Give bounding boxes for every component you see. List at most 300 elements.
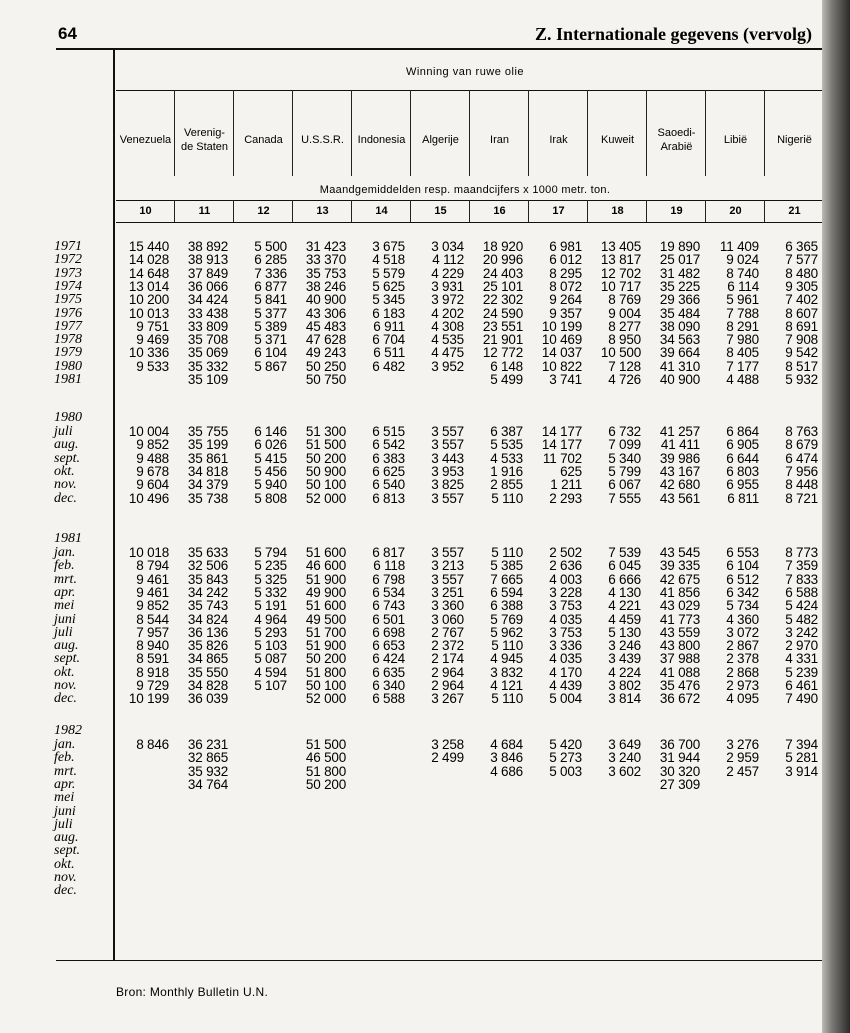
table-cell: 4 095 bbox=[726, 691, 759, 707]
table-cell: 4 459 bbox=[608, 611, 641, 627]
table-cell: 5 003 bbox=[549, 763, 582, 779]
table-cell: 5 456 bbox=[254, 463, 287, 479]
column-number: 18 bbox=[611, 205, 624, 217]
table-cell: 10 469 bbox=[541, 332, 582, 348]
table-cell: 4 535 bbox=[431, 332, 464, 348]
units-note: Maandgemiddelden resp. maandcijfers x 1000 metr. ton. bbox=[319, 184, 611, 196]
table-cell: 5 794 bbox=[254, 545, 287, 560]
table-cell: 6 045 bbox=[608, 558, 641, 574]
country-header: Venezuela bbox=[119, 134, 172, 146]
table-cell: 3 825 bbox=[431, 477, 464, 493]
table-cell: 8 740 bbox=[726, 265, 759, 281]
table-cell: 6 383 bbox=[372, 450, 405, 466]
table-cell: 41 773 bbox=[659, 611, 700, 627]
table-cell: 7 099 bbox=[608, 437, 641, 453]
table-cell: 36 136 bbox=[187, 624, 228, 640]
table-cell: 6 553 bbox=[726, 545, 759, 560]
table-cell: 35 932 bbox=[187, 763, 228, 779]
table-cell: 9 461 bbox=[136, 584, 169, 600]
table-cell: 4 475 bbox=[431, 345, 464, 361]
table-cell: 50 250 bbox=[305, 358, 346, 374]
row-label: 1978 bbox=[54, 332, 82, 348]
table-cell: 6 067 bbox=[608, 477, 641, 493]
table-cell: 45 483 bbox=[305, 318, 346, 334]
table-cell: 49 243 bbox=[305, 345, 346, 361]
table-cell: 35 861 bbox=[187, 450, 228, 466]
table-cell: 9 461 bbox=[136, 571, 169, 587]
table-cell: 14 177 bbox=[541, 437, 582, 453]
table-cell: 27 309 bbox=[659, 776, 700, 792]
table-cell: 7 788 bbox=[726, 305, 759, 321]
table-cell: 3 213 bbox=[431, 558, 464, 574]
row-label: 1976 bbox=[54, 305, 82, 321]
table-cell: 34 818 bbox=[187, 463, 228, 479]
table-cell: 7 394 bbox=[785, 737, 818, 752]
table-cell: 3 675 bbox=[372, 239, 405, 254]
table-cell: 46 500 bbox=[305, 750, 346, 766]
country-header: Kuweit bbox=[600, 134, 635, 146]
table-cell: 2 499 bbox=[431, 750, 464, 766]
table-cell: 38 246 bbox=[305, 278, 346, 294]
table-cell: 9 357 bbox=[549, 305, 582, 321]
table-cell: 6 388 bbox=[490, 598, 523, 614]
table-cell: 6 704 bbox=[372, 332, 405, 348]
table-cell: 22 302 bbox=[482, 292, 523, 308]
table-cell: 10 500 bbox=[600, 345, 641, 361]
table-cell: 51 500 bbox=[305, 437, 346, 453]
table-cell: 5 110 bbox=[491, 638, 523, 654]
table-cell: 9 533 bbox=[136, 358, 169, 374]
table-cell: 4 360 bbox=[726, 611, 759, 627]
row-label: 1979 bbox=[54, 345, 82, 361]
row-label: feb. bbox=[54, 750, 75, 766]
table-cell: 4 202 bbox=[431, 305, 464, 321]
table-cell: 5 110 bbox=[491, 545, 523, 560]
row-label: apr. bbox=[54, 584, 76, 600]
table-cell: 40 900 bbox=[305, 292, 346, 308]
stub-divider bbox=[113, 50, 115, 960]
row-label: nov. bbox=[54, 870, 77, 885]
table-cell: 5 371 bbox=[254, 332, 287, 348]
table-cell: 6 803 bbox=[726, 463, 759, 479]
table-cell: 52 000 bbox=[305, 490, 346, 506]
table-cell: 10 496 bbox=[128, 490, 169, 506]
table-cell: 5 424 bbox=[785, 598, 818, 614]
table-cell: 6 118 bbox=[373, 558, 405, 574]
table-cell: 33 370 bbox=[305, 252, 346, 268]
table-cell: 4 035 bbox=[549, 651, 582, 667]
table-cell: 6 482 bbox=[372, 358, 405, 374]
table-cell: 13 014 bbox=[128, 278, 169, 294]
table-cell: 6 981 bbox=[549, 239, 582, 254]
book-edge bbox=[822, 0, 850, 1033]
table-cell: 10 199 bbox=[541, 318, 582, 334]
row-label: jan. bbox=[54, 545, 76, 560]
table-cell: 8 480 bbox=[785, 265, 818, 281]
row-label: okt. bbox=[54, 664, 75, 680]
table-cell: 6 955 bbox=[726, 477, 759, 493]
table-cell: 34 764 bbox=[187, 776, 228, 792]
table-cell: 6 798 bbox=[372, 571, 405, 587]
table-cell: 3 251 bbox=[431, 584, 464, 600]
country-header: Libië bbox=[723, 134, 748, 146]
table-cell: 43 545 bbox=[659, 545, 700, 560]
table-cell: 10 822 bbox=[541, 358, 582, 374]
column-number: 20 bbox=[729, 205, 742, 217]
table-cell: 4 533 bbox=[490, 450, 523, 466]
table-cell: 3 953 bbox=[431, 463, 464, 479]
table-cell: 2 964 bbox=[431, 678, 464, 693]
table-cell: 3 360 bbox=[431, 598, 464, 614]
table-cell: 4 331 bbox=[785, 651, 818, 667]
table-cell: 33 809 bbox=[187, 318, 228, 334]
table-cell: 34 424 bbox=[187, 292, 228, 308]
table-cell: 3 336 bbox=[549, 638, 582, 654]
table-cell: 9 264 bbox=[549, 292, 582, 308]
table-cell: 31 944 bbox=[659, 750, 700, 766]
table-cell: 13 817 bbox=[600, 252, 641, 268]
table-cell: 41 411 bbox=[660, 437, 700, 453]
table-cell: 4 121 bbox=[490, 678, 523, 693]
table-cell: 46 600 bbox=[305, 558, 346, 574]
table-cell: 6 732 bbox=[608, 424, 641, 439]
table-cell: 41 310 bbox=[659, 358, 700, 374]
table-cell: 4 003 bbox=[549, 571, 582, 587]
table-cell: 38 090 bbox=[659, 318, 700, 334]
table-cell: 12 702 bbox=[600, 265, 641, 281]
table-cell: 6 342 bbox=[726, 584, 759, 600]
table-cell: 31 423 bbox=[305, 239, 346, 254]
table-cell: 43 306 bbox=[305, 305, 346, 321]
table-cell: 8 295 bbox=[549, 265, 582, 281]
table-cell: 35 743 bbox=[187, 598, 228, 614]
table-cell: 5 087 bbox=[254, 651, 287, 667]
table-cell: 6 540 bbox=[372, 477, 405, 493]
table-cell: 5 273 bbox=[549, 750, 582, 766]
table-cell: 3 443 bbox=[431, 450, 464, 466]
year-heading: 1981 bbox=[54, 531, 82, 546]
table-cell: 4 945 bbox=[490, 651, 523, 667]
table-cell: 2 855 bbox=[490, 477, 523, 493]
table-cell: 4 964 bbox=[254, 611, 287, 627]
table-cell: 20 996 bbox=[482, 252, 523, 268]
row-label: 1971 bbox=[54, 239, 82, 254]
table-cell: 7 980 bbox=[726, 332, 759, 348]
table-cell: 7 539 bbox=[608, 545, 641, 560]
table-cell: 5 867 bbox=[254, 358, 287, 374]
table-cell: 2 502 bbox=[549, 545, 582, 560]
row-label: 1973 bbox=[54, 265, 82, 281]
table-cell: 10 336 bbox=[128, 345, 169, 361]
year-heading: 1982 bbox=[54, 723, 82, 738]
country-header: Canada bbox=[244, 134, 283, 146]
table-cell: 32 865 bbox=[187, 750, 228, 766]
table-cell: 7 177 bbox=[726, 358, 759, 374]
table-cell: 5 961 bbox=[726, 292, 759, 308]
table-cell: 3 034 bbox=[431, 239, 464, 254]
table-cell: 4 035 bbox=[549, 611, 582, 627]
table-cell: 35 633 bbox=[187, 545, 228, 560]
table-cell: 43 800 bbox=[659, 638, 700, 654]
table-cell: 35 225 bbox=[659, 278, 700, 294]
table-cell: 6 813 bbox=[372, 490, 405, 506]
table-cell: 35 550 bbox=[187, 664, 228, 680]
row-label: nov. bbox=[54, 477, 77, 493]
table-cell: 50 100 bbox=[305, 477, 346, 493]
column-number: 17 bbox=[552, 205, 565, 217]
table-cell: 8 769 bbox=[608, 292, 641, 308]
table-cell: 3 557 bbox=[431, 490, 464, 506]
table-cell: 35 738 bbox=[187, 490, 228, 506]
table-cell: 4 112 bbox=[432, 252, 464, 268]
row-label: aug. bbox=[54, 830, 79, 846]
table-cell: 4 221 bbox=[608, 598, 641, 614]
table-cell: 2 970 bbox=[785, 638, 818, 654]
table-cell: 24 403 bbox=[482, 265, 523, 281]
table-cell: 7 402 bbox=[785, 292, 818, 308]
table-cell: 9 305 bbox=[785, 278, 818, 294]
table-cell: 32 506 bbox=[187, 558, 228, 574]
column-number-rule-bottom bbox=[116, 222, 822, 223]
table-cell: 42 675 bbox=[659, 571, 700, 587]
table-cell: 9 488 bbox=[136, 450, 169, 466]
table-cell: 35 476 bbox=[659, 678, 700, 693]
table-cell: 51 800 bbox=[305, 763, 346, 779]
table-cell: 5 332 bbox=[254, 584, 287, 600]
table-cell: 51 300 bbox=[305, 424, 346, 439]
table-cell: 25 101 bbox=[482, 278, 523, 294]
table-cell: 6 512 bbox=[726, 571, 759, 587]
column-number: 15 bbox=[434, 205, 447, 217]
table-cell: 30 320 bbox=[659, 763, 700, 779]
table-cell: 3 802 bbox=[608, 678, 641, 693]
row-label: aug. bbox=[54, 638, 79, 654]
table-cell: 9 678 bbox=[136, 463, 169, 479]
table-cell: 5 499 bbox=[490, 372, 523, 387]
table-cell: 7 665 bbox=[490, 571, 523, 587]
page-number: 64 bbox=[58, 24, 77, 43]
table-cell: 43 559 bbox=[659, 624, 700, 640]
row-label: mrt. bbox=[54, 763, 77, 779]
table-cell: 34 828 bbox=[187, 678, 228, 693]
table-cell: 8 918 bbox=[136, 664, 169, 680]
row-label: 1974 bbox=[54, 278, 82, 294]
table-cell: 2 378 bbox=[726, 651, 759, 667]
table-cell: 14 177 bbox=[541, 424, 582, 439]
table-cell: 4 130 bbox=[608, 584, 641, 600]
table-cell: 2 867 bbox=[726, 638, 759, 654]
table-cell: 49 500 bbox=[305, 611, 346, 627]
table-cell: 6 542 bbox=[372, 437, 405, 453]
row-label: okt. bbox=[54, 856, 75, 872]
table-cell: 7 359 bbox=[785, 558, 818, 574]
table-cell: 2 959 bbox=[726, 750, 759, 766]
table-cell: 6 594 bbox=[490, 584, 523, 600]
table-cell: 4 684 bbox=[490, 737, 523, 752]
table-cell: 4 229 bbox=[431, 265, 464, 281]
section-title: Z. Internationale gegevens (vervolg) bbox=[535, 24, 812, 44]
row-label: juli bbox=[54, 424, 73, 439]
table-cell: 52 000 bbox=[305, 691, 346, 707]
table-cell: 10 200 bbox=[128, 292, 169, 308]
row-label: okt. bbox=[54, 463, 75, 479]
table-cell: 5 130 bbox=[608, 624, 641, 640]
row-label: 1972 bbox=[54, 252, 82, 268]
table-cell: 7 336 bbox=[254, 265, 287, 281]
table-cell: 8 679 bbox=[785, 437, 818, 453]
table-cell: 8 544 bbox=[136, 611, 169, 627]
table-cell: 51 700 bbox=[305, 624, 346, 640]
table-cell: 4 308 bbox=[431, 318, 464, 334]
table-cell: 6 644 bbox=[726, 450, 759, 466]
table-cell: 5 940 bbox=[254, 477, 287, 493]
table-cell: 625 bbox=[560, 463, 582, 479]
row-label: mei bbox=[54, 790, 75, 806]
table-cell: 6 340 bbox=[372, 678, 405, 693]
table-cell: 9 004 bbox=[608, 305, 641, 321]
table-cell: 6 026 bbox=[254, 437, 287, 453]
table-cell: 8 277 bbox=[608, 318, 641, 334]
table-cell: 2 372 bbox=[431, 638, 464, 654]
table-cell: 18 920 bbox=[482, 239, 523, 254]
year-heading: 1980 bbox=[54, 410, 82, 425]
table-cell: 7 908 bbox=[785, 332, 818, 348]
table-cell: 36 700 bbox=[659, 737, 700, 752]
table-cell: 5 377 bbox=[254, 305, 287, 321]
column-number: 10 bbox=[139, 205, 152, 217]
table-cell: 14 028 bbox=[128, 252, 169, 268]
country-header: Nigerië bbox=[777, 134, 812, 146]
column-number: 16 bbox=[493, 205, 506, 217]
table-cell: 6 114 bbox=[727, 278, 759, 294]
bottom-rule bbox=[56, 960, 822, 961]
table-cell: 43 561 bbox=[659, 490, 700, 506]
table-cell: 34 242 bbox=[187, 584, 228, 600]
table-cell: 34 865 bbox=[187, 651, 228, 667]
table-cell: 38 913 bbox=[187, 252, 228, 268]
table-cell: 4 686 bbox=[490, 763, 523, 779]
table-cell: 6 905 bbox=[726, 437, 759, 453]
table-cell: 7 956 bbox=[785, 463, 818, 479]
table-cell: 6 625 bbox=[372, 463, 405, 479]
table-cell: 50 900 bbox=[305, 463, 346, 479]
table-cell: 29 366 bbox=[659, 292, 700, 308]
table-cell: 42 680 bbox=[659, 477, 700, 493]
table-cell: 5 482 bbox=[785, 611, 818, 627]
source-note: Bron: Monthly Bulletin U.N. bbox=[116, 985, 269, 999]
table-cell: 51 600 bbox=[305, 545, 346, 560]
table-cell: 6 461 bbox=[785, 678, 818, 693]
table-cell: 51 500 bbox=[305, 737, 346, 752]
table-cell: 9 852 bbox=[136, 437, 169, 453]
row-label: juli bbox=[54, 624, 73, 640]
table-cell: 35 755 bbox=[187, 424, 228, 439]
table-cell: 7 490 bbox=[785, 691, 818, 707]
table-cell: 5 004 bbox=[549, 691, 582, 707]
table-cell: 9 542 bbox=[785, 345, 818, 361]
table-cell: 15 440 bbox=[128, 239, 169, 254]
table-cell: 5 325 bbox=[254, 571, 287, 587]
row-label: dec. bbox=[54, 883, 77, 899]
table-cell: 41 856 bbox=[659, 584, 700, 600]
table-cell: 9 604 bbox=[136, 477, 169, 493]
table-cell: 3 228 bbox=[549, 584, 582, 600]
row-label: dec. bbox=[54, 490, 77, 506]
country-header: Verenig- de Staten bbox=[180, 127, 229, 153]
table-cell: 4 594 bbox=[254, 664, 287, 680]
table-cell: 3 832 bbox=[490, 664, 523, 680]
table-cell: 3 060 bbox=[431, 611, 464, 627]
table-cell: 6 511 bbox=[373, 345, 405, 361]
table-cell: 8 721 bbox=[785, 490, 818, 506]
row-label: feb. bbox=[54, 558, 75, 574]
table-cell: 51 900 bbox=[305, 638, 346, 654]
table-cell: 5 293 bbox=[254, 624, 287, 640]
table-cell: 6 285 bbox=[254, 252, 287, 268]
table-cell: 2 457 bbox=[726, 763, 759, 779]
table-cell: 34 379 bbox=[187, 477, 228, 493]
table-cell: 6 146 bbox=[254, 424, 287, 439]
table-cell: 3 072 bbox=[726, 624, 759, 640]
table-cell: 8 591 bbox=[136, 651, 169, 667]
table-cell: 10 199 bbox=[128, 691, 169, 707]
table-cell: 3 242 bbox=[785, 624, 818, 640]
row-label: nov. bbox=[54, 678, 77, 693]
table-cell: 39 986 bbox=[659, 450, 700, 466]
table-cell: 5 415 bbox=[254, 450, 287, 466]
table-cell: 6 588 bbox=[785, 584, 818, 600]
table-cell: 6 588 bbox=[372, 691, 405, 707]
table-cell: 34 563 bbox=[659, 332, 700, 348]
table-cell: 6 698 bbox=[372, 624, 405, 640]
table-cell: 3 276 bbox=[726, 737, 759, 752]
table-cell: 6 501 bbox=[372, 611, 405, 627]
table-cell: 3 557 bbox=[431, 571, 464, 587]
table-cell: 51 600 bbox=[305, 598, 346, 614]
table-cell: 50 200 bbox=[305, 651, 346, 667]
table-cell: 8 940 bbox=[136, 638, 169, 654]
table-cell: 3 557 bbox=[431, 545, 464, 560]
table-cell: 10 717 bbox=[600, 278, 641, 294]
country-header: Algerije bbox=[422, 134, 459, 146]
country-header: Iran bbox=[490, 134, 509, 146]
table-cell: 6 104 bbox=[254, 345, 287, 361]
table-cell: 24 590 bbox=[482, 305, 523, 321]
table-cell: 5 535 bbox=[490, 437, 523, 453]
table-cell: 5 239 bbox=[785, 664, 818, 680]
table-cell: 7 577 bbox=[785, 252, 818, 268]
row-label: mei bbox=[54, 598, 75, 614]
row-label: 1977 bbox=[54, 318, 82, 334]
table-cell: 8 448 bbox=[785, 477, 818, 493]
table-cell: 6 743 bbox=[372, 598, 405, 614]
table-cell: 3 931 bbox=[431, 278, 464, 294]
table-cell: 35 708 bbox=[187, 332, 228, 348]
row-label: jan. bbox=[54, 737, 76, 752]
table-cell: 9 852 bbox=[136, 598, 169, 614]
column-number: 13 bbox=[316, 205, 329, 217]
column-number: 19 bbox=[670, 205, 683, 217]
table-cell: 5 932 bbox=[785, 372, 818, 387]
table-cell: 51 900 bbox=[305, 571, 346, 587]
table-cell: 35 826 bbox=[187, 638, 228, 654]
table-cell: 3 846 bbox=[490, 750, 523, 766]
table-cell: 8 517 bbox=[785, 358, 818, 374]
table-cell: 35 109 bbox=[187, 372, 228, 387]
table-cell: 4 726 bbox=[608, 372, 641, 387]
table-cell: 9 729 bbox=[136, 678, 169, 693]
table-cell: 40 900 bbox=[659, 372, 700, 387]
